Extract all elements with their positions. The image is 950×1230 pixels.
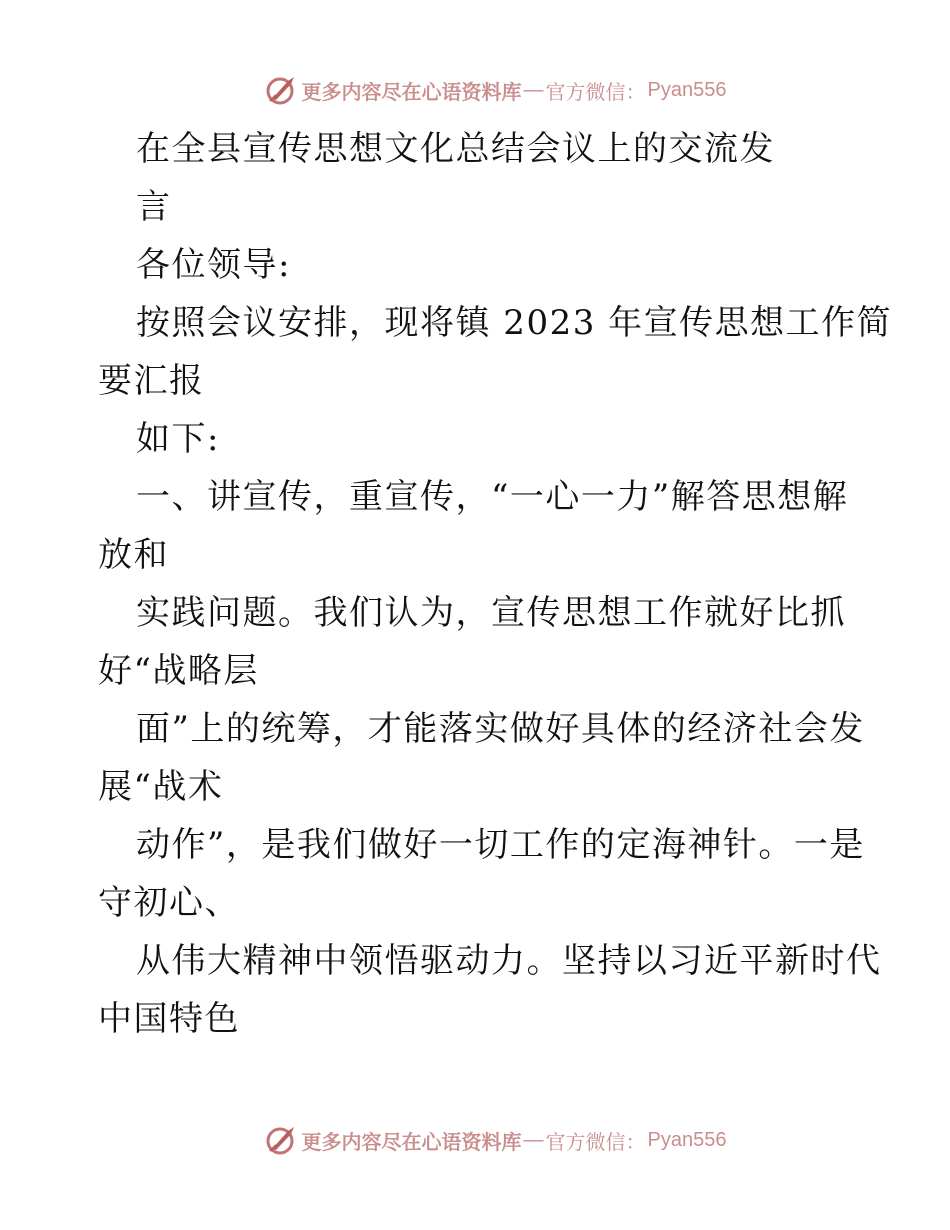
paragraph-line: 如下: <box>136 419 220 459</box>
quill-logo-icon <box>264 1123 298 1157</box>
paragraph-line: 守初心、 <box>98 883 240 923</box>
watermark-inner <box>264 1123 727 1157</box>
watermark-sub-text: 官方微信： <box>545 1129 646 1154</box>
watermark-main-text: 更多内容尽在心语资料库 <box>301 79 522 104</box>
paragraph-line: 好“战略层 <box>98 651 259 691</box>
watermark-separator: — <box>523 1128 544 1151</box>
paragraph-line: 一、讲宣传，重宣传，“一心一力”解答思想解 <box>136 477 849 517</box>
footer-watermark <box>0 1120 950 1160</box>
paragraph-line: 动作”，是我们做好一切工作的定海神针。一是 <box>136 825 865 865</box>
watermark-wechat-id: Pyan556 <box>647 78 727 101</box>
watermark-wechat-id: Pyan556 <box>647 1128 727 1151</box>
paragraph-line: 面”上的统筹，才能落实做好具体的经济社会发 <box>136 709 865 749</box>
paragraph-line: 中国特色 <box>98 999 240 1039</box>
header-watermark <box>0 70 950 110</box>
watermark-sub-text: 官方微信： <box>545 79 646 104</box>
paragraph-line: 从伟大精神中领悟驱动力。坚持以习近平新时代 <box>136 941 882 981</box>
paragraph-line: 展“战术 <box>98 767 224 807</box>
title-line-2: 言 <box>136 187 172 227</box>
paragraph-line: 实践问题。我们认为，宣传思想工作就好比抓 <box>136 593 846 633</box>
document-body <box>98 120 893 1048</box>
salutation-line: 各位领导: <box>136 245 291 285</box>
paragraph-line: 放和 <box>98 535 169 575</box>
watermark-inner <box>264 73 727 107</box>
paragraph-line: 要汇报 <box>98 361 205 401</box>
quill-logo-icon <box>264 73 298 107</box>
watermark-separator: — <box>523 78 544 101</box>
title-line-1: 在全县宣传思想文化总结会议上的交流发 <box>136 129 775 169</box>
paragraph-line: 按照会议安排，现将镇 2023 年宣传思想工作简 <box>136 303 893 343</box>
watermark-main-text: 更多内容尽在心语资料库 <box>301 1129 522 1154</box>
